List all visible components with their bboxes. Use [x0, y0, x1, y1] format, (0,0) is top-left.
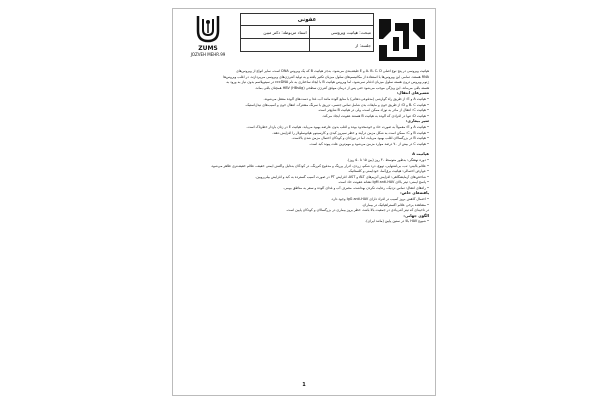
hepatitis-a-item: • دوره نهفتگی: به‌طور متوسط ۳۰ روز (بین ۱۵ تا ۵۰ روز).: [179, 158, 429, 163]
course-item: • هپاتیت C در بیش از ۷۰ درصد موارد مزمن می‌شود و مهم‌ترین علت پیوند کبد است.: [179, 142, 429, 147]
university-logo: [373, 13, 431, 65]
blank-cell: [241, 39, 310, 52]
hepatitis-a-heading: هپاتیت A: [412, 151, 429, 157]
page-number: 1: [302, 382, 306, 388]
pattern-item: • شیوع HAV بالا در سنین پایین (مانند ایران).: [179, 219, 429, 224]
transmission-item: • هپاتیت D: تنها در افرادی که آلوده به هپاتیت B هستند عفونت ایجاد می‌کند.: [179, 114, 429, 119]
document-body: [179, 69, 429, 225]
zums-logo: [177, 13, 239, 65]
topic-label: مبحث: هپاتیت ویروسی: [309, 26, 373, 39]
remarks-heading: یافته‌های خاص:: [400, 190, 429, 196]
transmission-item: • هپاتیت B، C و D: از طریق خون و مایعات بدن شامل تماس جنسی، تزریق با سرنگ مشترک، انتقال خون و آسیب‌های نیدل‌استیک.: [179, 103, 429, 108]
page-header: [177, 13, 431, 65]
course-item: • هپاتیت B و C: ممکن است به شکل مزمن درآیند و خطر سیروز کبدی و کارسینوم هپاتوسلولار را افزایش دهند.: [179, 131, 429, 136]
session-label: جلسه: از: [309, 39, 373, 52]
intro-line: ژنوم ویروس درون هسته سلول میزبان ادغام نمی‌شود، اما ویروس هپاتیت B با ایجاد ساختاری به نام cccDNA در سیتوپلاسم بدون نیاز به ورود به: [226, 80, 429, 85]
hepatitis-a-item: • علائم بالینی: تب، بی‌اشتهایی، تهوع، درد شکم، زردی، ادرار پررنگ و مدفوع کم‌رنگ، در کودکان به‌دلیل واکنش ایمنی خفیف، علائم خفیف‌تری ظاهر می‌شود.: [179, 164, 429, 169]
logo-title: ZUMS: [198, 45, 218, 52]
remarks-item: • مشاهده برخی علائم اکستراهپاتیک در بیماران.: [179, 203, 429, 208]
header-table: [240, 13, 374, 52]
intro-line: RNA هستند. تمامی این ویروس‌ها با استفاده از مکانیسم‌های سلول میزبان تکثیر یافته و به تولید آنتی‌ژن‌های ویروسی می‌پردازند. در اغلب ویروس‌ها: [223, 74, 429, 79]
remarks-note: در ناحیه‌ای که تیتر آنتی‌بادی در جمعیت بالا باشد، خطر بروز بیماری در بزرگسالان و کودکان پایین است.: [285, 208, 429, 213]
university-emblem-icon: [373, 13, 431, 65]
zums-emblem-icon: [193, 13, 223, 45]
logo-subtitle: JOZVEH MEHR.99: [190, 52, 226, 57]
subject-title: عفونی: [241, 14, 374, 26]
hepatitis-a-item: • شاخص‌های آزمایشگاهی: افزایش آنزیم‌های ALT و AST، افزایش PT در صورت آسیب گسترده به کبد و افزایش بیلی‌روبین.: [179, 175, 429, 180]
transmission-item: • هپاتیت A و E: از طریق راه گوارشی (مدفوعی-دهانی) با منابع آلوده مانند آب، غذا و دست‌های آلوده منتقل می‌شوند.: [179, 97, 429, 102]
transmission-item: • هپاتیت C: انتقال از مادر به نوزاد ممکن است، ولی در هپاتیت B شایع‌تر است.: [179, 108, 429, 113]
remarks-item: • احتمال کاهش بروز آسیب در افراد دارای IgG anti-HAV وجود دارد.: [179, 197, 429, 202]
hepatitis-a-item: • راه‌های انتقال: تماس نزدیک، رعایت نکردن بهداشت، مصرف آب و غذای آلوده و سفر به مناطق بومی.: [179, 186, 429, 191]
transmission-heading: مسیرهای انتقال:: [396, 90, 429, 96]
course-item: • هپاتیت A و E: معمولاً به صورت حاد و خودمحدود بوده و اغلب بدون عارضه بهبود می‌یابد. هپاتیت E در زنان باردار خطرناک است.: [179, 125, 429, 130]
hepatitis-a-item: • پاسخ ایمنی: تیتر بالای IgM anti-HAV نشانه عفونت حاد است.: [179, 180, 429, 185]
intro-line: هسته باقی می‌ماند. این ویژگی موجب می‌شود حتی پس از درمان موفق آنتی‌ژن سطحی (HBsAg) HBV همچنان باقی بماند.: [254, 85, 429, 90]
document-page: [172, 8, 436, 396]
professor-label: استاد مربوطه: دکتر مبین: [241, 26, 310, 39]
intro-line: هپاتیت ویروسی در پنج نوع اصلی A، B، C، D و E طبقه‌بندی می‌شود. به‌جز هپاتیت B که یک ویروس DNA است، سایر انواع از ویروس‌های: [236, 69, 429, 73]
hepatitis-a-item: • عوارض احتمالی: هپاتیت برق‌آسا، خودایمنی و کلستاتیک.: [179, 169, 429, 174]
course-item: • هپاتیت B در بزرگسالان اغلب بهبود می‌یابد، اما در نوزادان و کودکان احتمال مزمن شدن بالاست.: [179, 136, 429, 141]
course-heading: سیر بیماری:: [405, 118, 429, 124]
pattern-heading: الگوی جهانی:: [403, 212, 429, 218]
